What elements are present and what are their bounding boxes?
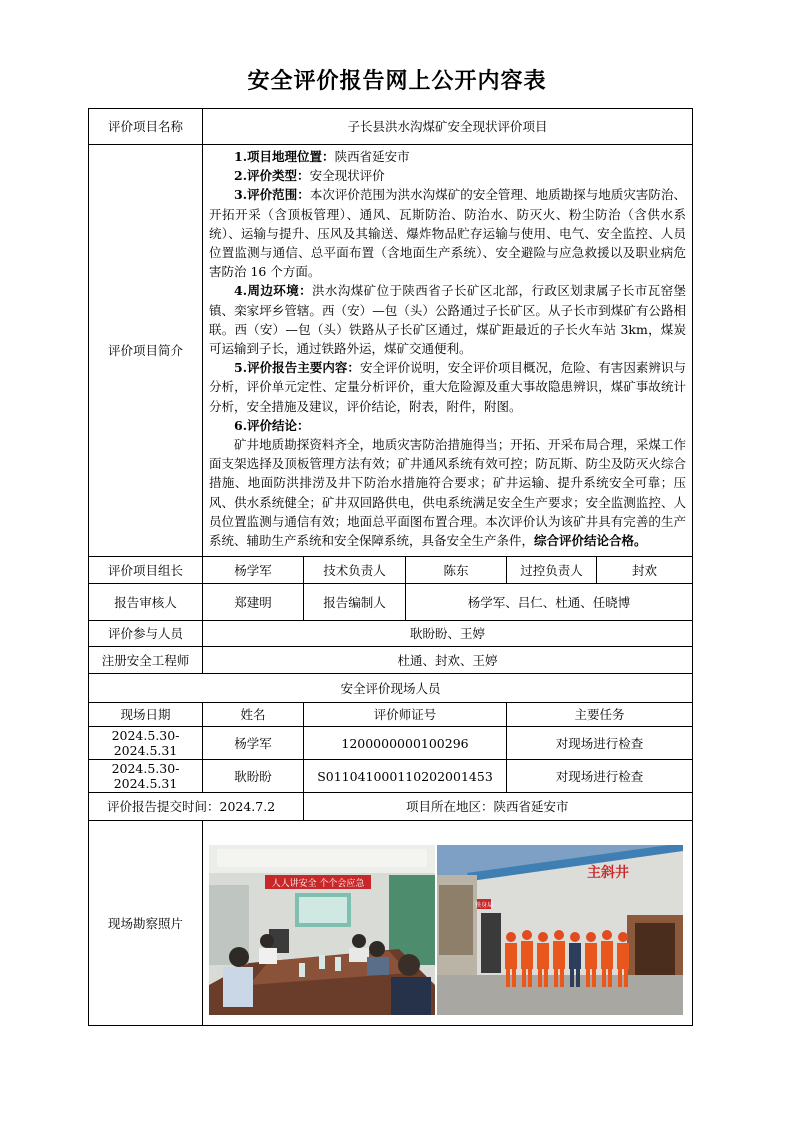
- site-date-end: 2024.5.31: [113, 776, 178, 791]
- banner-text: 人人讲安全 个个会应急: [271, 879, 365, 889]
- site-date: [89, 727, 203, 760]
- site-date-start: 2024.5.30-: [111, 761, 180, 776]
- report-table: [88, 108, 693, 1026]
- env-text: 洪水沟煤矿位于陕西省子长矿区北部，行政区划隶属子长市瓦窑堡镇、栾家坪乡管辖。西（安）—包（头）公路通过子长矿区。从子长市到煤矿有公路相联。西（安）—包（头）铁路从子长矿区通过，煤矿距最近的子长火车站 3km，煤炭可运输到子长，通过铁路外运，煤矿交通便利。: [209, 283, 687, 357]
- intro-label: 评价项目简介: [89, 145, 203, 557]
- type-title: 2.评价类型：: [234, 168, 310, 184]
- meeting-photo: [209, 845, 435, 1015]
- site-cert: 1200000000100296: [304, 727, 507, 760]
- col-name: 姓名: [203, 703, 304, 727]
- site-task: 对现场进行检查: [507, 727, 693, 760]
- reviewer: 郑建明: [203, 584, 304, 621]
- scope-text: 本次评价范围为洪水沟煤矿的安全管理、地质勘探与地质灾害防治、开拓开采（含顶板管理）、通风、瓦斯防治、防治水、防灭火、粉尘防治（含供水系统）、运输与提升、压风及其输送、爆炸物品贮存运输与使用、电气、安全监控、人员位置监测与通信、总平面布置（含地面生产系统）、安全避险与应急救援以及职业病危害防治 16 个方面。: [209, 187, 687, 280]
- photos-label: 现场勘察照片: [89, 821, 203, 1026]
- site-name: 杨学军: [203, 727, 304, 760]
- project-name-label: 评价项目名称: [89, 109, 203, 145]
- mine-sign: 主斜井: [587, 865, 629, 881]
- site-date-start: 2024.5.30-: [111, 728, 180, 743]
- tech-label: 技术负责人: [304, 557, 406, 584]
- photos-cell: [203, 821, 693, 1026]
- location-text: 陕西省延安市: [334, 149, 410, 164]
- col-cert: 评价师证号: [304, 703, 507, 727]
- author-label: 报告编制人: [304, 584, 406, 621]
- process-label: 过控负责人: [507, 557, 597, 584]
- mine-photo: [437, 845, 683, 1015]
- participants-label: 评价参与人员: [89, 621, 203, 647]
- engineers-label: 注册安全工程师: [89, 647, 203, 674]
- tech: 陈东: [406, 557, 507, 584]
- content-title: 5.评价报告主要内容：: [234, 360, 360, 376]
- project-region: 项目所在地区：陕西省延安市: [304, 793, 693, 821]
- intro-content: [203, 145, 693, 557]
- env-title: 4.周边环境：: [234, 283, 313, 299]
- submit-time: 评价报告提交时间：2024.7.2: [89, 793, 304, 821]
- site-date: [89, 760, 203, 793]
- process: 封欢: [597, 557, 693, 584]
- site-task: 对现场进行检查: [507, 760, 693, 793]
- conclusion-bold: 综合评价结论合格。: [534, 533, 647, 549]
- site-cert: S011041000110202001453: [304, 760, 507, 793]
- engineers: 杜通、封欢、王婷: [203, 647, 693, 674]
- door-sign: 铁身局: [474, 902, 494, 909]
- participants: 耿盼盼、王婷: [203, 621, 693, 647]
- content-text: 安全评价说明，安全评价项目概况，危险、有害因素辨识与分析，评价单元定性、定量分析评价，重大危险源及重大事故隐患辨识，煤矿事故统计分析，安全措施及建议，评价结论，附表，附件，附图。: [209, 360, 687, 414]
- col-date: 现场日期: [89, 703, 203, 727]
- authors: 杨学军、吕仁、杜通、任晓博: [406, 584, 693, 621]
- reviewer-label: 报告审核人: [89, 584, 203, 621]
- site-name: 耿盼盼: [203, 760, 304, 793]
- leader: 杨学军: [203, 557, 304, 584]
- leader-label: 评价项目组长: [89, 557, 203, 584]
- project-name: 子长县洪水沟煤矿安全现状评价项目: [203, 109, 693, 145]
- page-title: 安全评价报告网上公开内容表: [247, 69, 547, 94]
- site-header: 安全评价现场人员: [89, 674, 693, 703]
- col-task: 主要任务: [507, 703, 693, 727]
- type-text: 安全现状评价: [309, 168, 385, 184]
- conclusion-text: 矿井地质勘探资料齐全，地质灾害防治措施得当；开拓、开采布局合理，采煤工作面支架选择及顶板管理方法有效；矿井通风系统有效可控；防瓦斯、防尘及防灭火综合措施、地面防洪排涝及井下防治水措施符合要求；矿井运输、提升系统安全可靠；压风、供水系统健全；矿井双回路供电，供电系统满足安全生产要求；安全监测监控、人员位置监测与通信有效；地面总平面图布置合理。本次评价认为该矿井具有完善的生产系统、辅助生产系统和安全保障系统，具备安全生产条件，: [209, 437, 687, 549]
- scope-title: 3.评价范围：: [234, 187, 310, 203]
- conclusion-title: 6.评价结论：: [234, 417, 310, 433]
- location-title: 1.项目地理位置：: [234, 149, 335, 164]
- site-date-end: 2024.5.31: [113, 743, 178, 758]
